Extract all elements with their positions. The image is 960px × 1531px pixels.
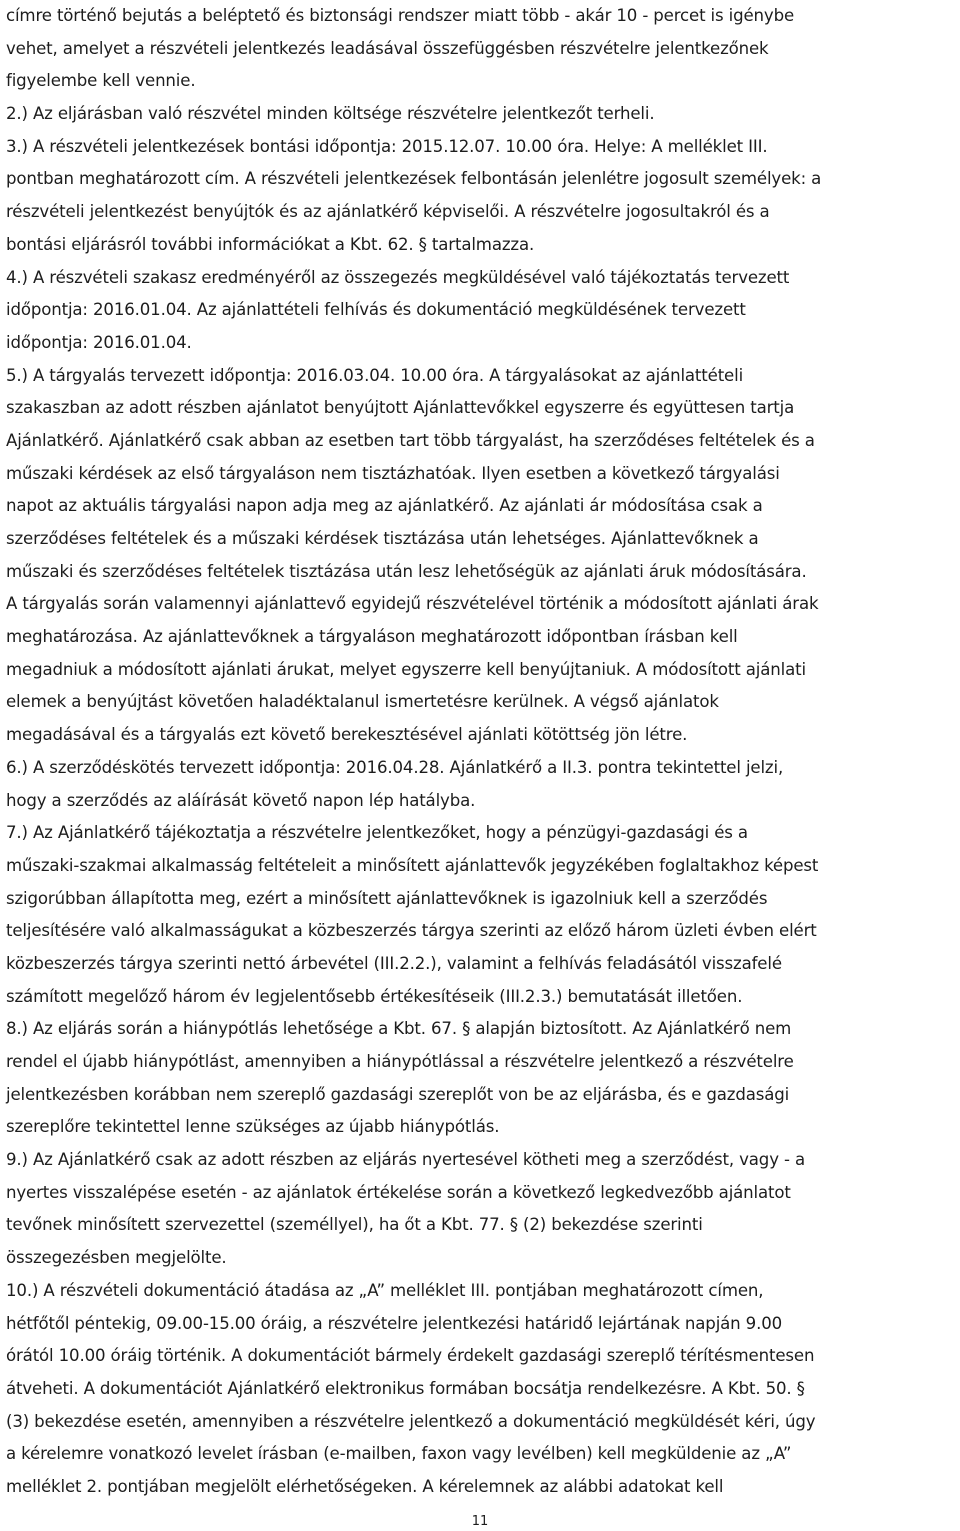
text-line: szereplőre tekintettel lenne szükséges az újabb hiánypótlás. (6, 1117, 500, 1137)
text-line: számított megelőző három év legjelentősebb értékesítéseik (III.2.3.) bemutatását illetően. (6, 986, 743, 1006)
text-line: műszaki-szakmai alkalmasság feltételeit a minősített ajánlattevők jegyzékében foglaltakhoz képest (6, 855, 819, 875)
text-line: részvételi jelentkezést benyújtók és az ajánlatkérő képviselői. A részvételre jogosultakról és a (6, 202, 770, 222)
text-line: 10.) A részvételi dokumentáció átadása az „A” melléklet III. pontjában meghatározott címen, (6, 1280, 764, 1300)
text-line: meghatározása. Az ajánlattevőknek a tárgyaláson meghatározott időpontban írásban kell (6, 627, 738, 647)
text-line: címre történő bejutás a beléptető és biztonsági rendszer miatt több - akár 10 - percet is igénybe (6, 6, 795, 25)
text-line: hétfőtől péntekig, 09.00-15.00 óráig, a részvételre jelentkezési határidő lejártának napján 9.00 (6, 1313, 783, 1333)
text-line: 4.) A részvételi szakasz eredményéről az összegezés megküldésével való tájékoztatás tervezett (6, 267, 790, 287)
text-line: időpontja: 2016.01.04. (6, 332, 192, 352)
text-line: teljesítésére való alkalmasságukat a közbeszerzés tárgya szerinti az előző három üzleti évben elért (6, 921, 817, 941)
text-line: vehet, amelyet a részvételi jelentkezés leadásával összefüggésben részvételre jelentkezőnek (6, 38, 769, 58)
page-number: 11 (471, 1514, 489, 1529)
text-line: a kérelemre vonatkozó levelet írásban (e-mailben, faxon vagy levélben) kell megküldenie az „A” (6, 1444, 792, 1464)
text-line: 6.) A szerződéskötés tervezett időpontja: 2016.04.28. Ajánlatkérő a II.3. pontra tekintettel jelzi, (6, 757, 784, 777)
text-line: hogy a szerződés az aláírását követő napon lép hatályba. (6, 790, 476, 810)
text-line: közbeszerzés tárgya szerinti nettó árbevétel (III.2.2.), valamint a felhívás feladásától visszafelé (6, 953, 782, 973)
text-line: 3.) A részvételi jelentkezések bontási időpontja: 2015.12.07. 10.00 óra. Helye: A melléklet III. (6, 136, 768, 156)
text-line: 9.) Az Ajánlatkérő csak az adott részben az eljárás nyertesével kötheti meg a szerződést, vagy - a (6, 1150, 805, 1170)
text-line: rendel el újabb hiánypótlást, amennyiben a hiánypótlással a részvételre jelentkező a részvételre (6, 1052, 794, 1071)
text-line: összegezésben megjelölte. (6, 1248, 227, 1268)
text-line: időpontja: 2016.01.04. Az ajánlattételi felhívás és dokumentáció megküldésének tervezett (6, 300, 746, 320)
text-line: 8.) Az eljárás során a hiánypótlás lehetősége a Kbt. 67. § alapján biztosított. Az Ajánlatkérő nem (6, 1019, 792, 1039)
text-line: A tárgyalás során valamennyi ajánlattevő egyidejű részvételével történik a módosított ajánlati árak (6, 594, 819, 614)
text-line: bontási eljárásról további információkat a Kbt. 62. § tartalmazza. (6, 234, 535, 254)
text-line: figyelembe kell vennie. (6, 71, 196, 91)
text-line: szigorúbban állapította meg, ezért a minősített ajánlattevőknek is igazolniuk kell a szerződés (6, 888, 768, 908)
text-line: 7.) Az Ajánlatkérő tájékoztatja a részvételre jelentkezőket, hogy a pénzügyi-gazdasági és a (6, 823, 748, 843)
text-line: 5.) A tárgyalás tervezett időpontja: 2016.03.04. 10.00 óra. A tárgyalásokat az ajánlattételi (6, 365, 744, 385)
text-line: megadásával és a tárgyalás ezt követő berekesztésével ajánlati kötöttség jön létre. (6, 725, 688, 745)
text-line: nyertes visszalépése esetén - az ajánlatok értékelése során a következő legkedvezőbb ajánlatot (6, 1182, 791, 1202)
text-line: átveheti. A dokumentációt Ajánlatkérő elektronikus formában bocsátja rendelkezésre. A Kbt. 50. § (6, 1378, 805, 1398)
text-line: szakaszban az adott részben ajánlatot benyújtott Ajánlattevőkkel egyszerre és együttesen tartja (6, 398, 795, 418)
text-line: szerződéses feltételek és a műszaki kérdések tisztázása után lehetséges. Ajánlattevőknek a (6, 529, 759, 548)
text-line: műszaki kérdések az első tárgyaláson nem tisztázhatóak. Ilyen esetben a következő tárgyalási (6, 463, 780, 483)
text-line: jelentkezésben korábban nem szereplő gazdasági szereplőt von be az eljárásba, és e gazdasági (6, 1084, 790, 1104)
text-line: pontban meghatározott cím. A részvételi jelentkezések felbontásán jelenlétre jogosult személyek: a (6, 169, 822, 189)
text-line: 2.) Az eljárásban való részvétel minden költsége részvételre jelentkezőt terheli. (6, 104, 655, 124)
text-line: megadniuk a módosított ajánlati árukat, melyet egyszerre kell benyújtaniuk. A módosított ajánlati (6, 659, 806, 679)
text-line: melléklet 2. pontjában megjelölt elérhetőségeken. A kérelemnek az alábbi adatokat kell (6, 1476, 724, 1496)
document-body (6, 0, 956, 1504)
text-line: Ajánlatkérő. Ajánlatkérő csak abban az esetben tart több tárgyalást, ha szerződéses feltételek és a (6, 430, 815, 450)
text-line: napot az aktuális tárgyalási napon adja meg az ajánlatkérő. Az ajánlati ár módosítása csak a (6, 496, 763, 516)
text-line: órától 10.00 óráig történik. A dokumentációt bármely érdekelt gazdasági szereplő térítésmentesen (6, 1346, 815, 1366)
text-line: tevőnek minősített szervezettel (személlyel), ha őt a Kbt. 77. § (2) bekezdése szerinti (6, 1215, 703, 1235)
text-line: (3) bekezdése esetén, amennyiben a részvételre jelentkező a dokumentáció megküldését kéri, úgy (6, 1411, 816, 1431)
text-line: műszaki és szerződéses feltételek tisztázása után lesz lehetőségük az ajánlati áruk módosítására. (6, 561, 807, 581)
text-line: elemek a benyújtást követően haladéktalanul ismertetésre kerülnek. A végső ajánlatok (6, 692, 719, 712)
